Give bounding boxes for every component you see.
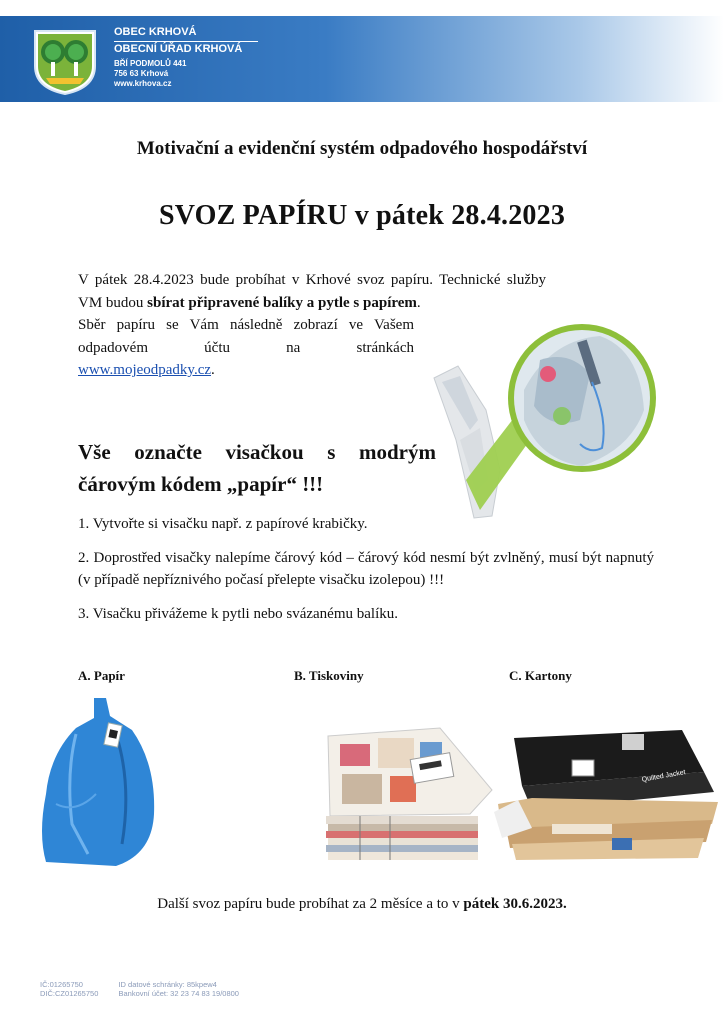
blue-bag-image bbox=[36, 694, 162, 870]
office-name: OBECNÍ ÚŘAD KRHOVÁ bbox=[114, 41, 258, 56]
org-name: OBEC KRHOVÁ bbox=[114, 26, 197, 38]
mojeodpadky-link[interactable]: www.mojeodpadky.cz bbox=[78, 362, 212, 378]
category-paper-label: A. Papír bbox=[78, 668, 125, 683]
tag-instruction-heading bbox=[78, 436, 436, 500]
step-2: 2. Doprostřed visačky nalepíme čárový kód – čárový kód nesmí být zvlněný, musí být napnutý (v případě nepříznivého počasí přelepte visačku izolepou) !!! bbox=[78, 549, 654, 588]
heading-line-2: čárovým kódem „papír“ !!! bbox=[78, 472, 324, 496]
intro-bold: sbírat připravené balíky a pytle s papírem bbox=[147, 294, 417, 311]
box-brand-text: Quilted Jacket bbox=[641, 769, 687, 784]
next-collection-text: Další svoz papíru bude probíhat za 2 měsíce a to v bbox=[157, 896, 464, 912]
city-address: 756 63 Krhová bbox=[114, 69, 169, 78]
category-print-label: B. Tiskoviny bbox=[294, 668, 364, 683]
step-3: 3. Visačku přivážeme k pytli nebo svázanému balíku. bbox=[78, 605, 398, 622]
intro-line-3: Sběr papíru se Vám následně zobrazí ve Vašem bbox=[78, 317, 414, 333]
next-collection-date: pátek 30.6.2023. bbox=[463, 896, 567, 912]
next-collection-note bbox=[0, 896, 724, 913]
magazines-stack-image bbox=[320, 722, 496, 864]
organization-block bbox=[114, 26, 258, 89]
street-address: BŘÍ PODMOLŮ 441 bbox=[114, 59, 187, 68]
intro-line-4: odpadovém účtu na stránkách bbox=[78, 339, 414, 356]
footer-data-box: ID datové schránky: 85kpew4 bbox=[118, 980, 217, 989]
heading-line-1: Vše označte visačkou s modrým bbox=[78, 440, 436, 464]
intro-text: V pátek 28.4.2023 bude probíhat v Krhové svoz papíru. Technické služby VM budou bbox=[78, 272, 546, 311]
footer-ic: IČ:01265750 bbox=[40, 980, 83, 989]
steps-list bbox=[78, 513, 654, 636]
intro-period: . bbox=[416, 294, 421, 311]
link-period: . bbox=[211, 362, 215, 378]
category-cardboard-label: C. Kartony bbox=[509, 668, 572, 683]
cardboard-stack-image bbox=[492, 728, 722, 862]
web-address: www.krhova.cz bbox=[114, 79, 172, 88]
footer-dic: DIČ:CZ01265750 bbox=[40, 989, 99, 998]
tagged-bag-photo bbox=[430, 320, 670, 520]
letterhead-banner bbox=[0, 16, 724, 102]
page-subtitle: Motivační a evidenční systém odpadového hospodářství bbox=[136, 138, 588, 159]
footer-ids bbox=[40, 980, 257, 998]
step-1: 1. Vytvořte si visačku např. z papírové krabičky. bbox=[78, 516, 368, 532]
page-title: SVOZ PAPÍRU v pátek 28.4.2023 bbox=[158, 200, 566, 231]
village-crest-icon bbox=[32, 28, 98, 96]
footer-bank-account: Bankovní účet: 32 23 74 83 19/0800 bbox=[118, 989, 239, 998]
